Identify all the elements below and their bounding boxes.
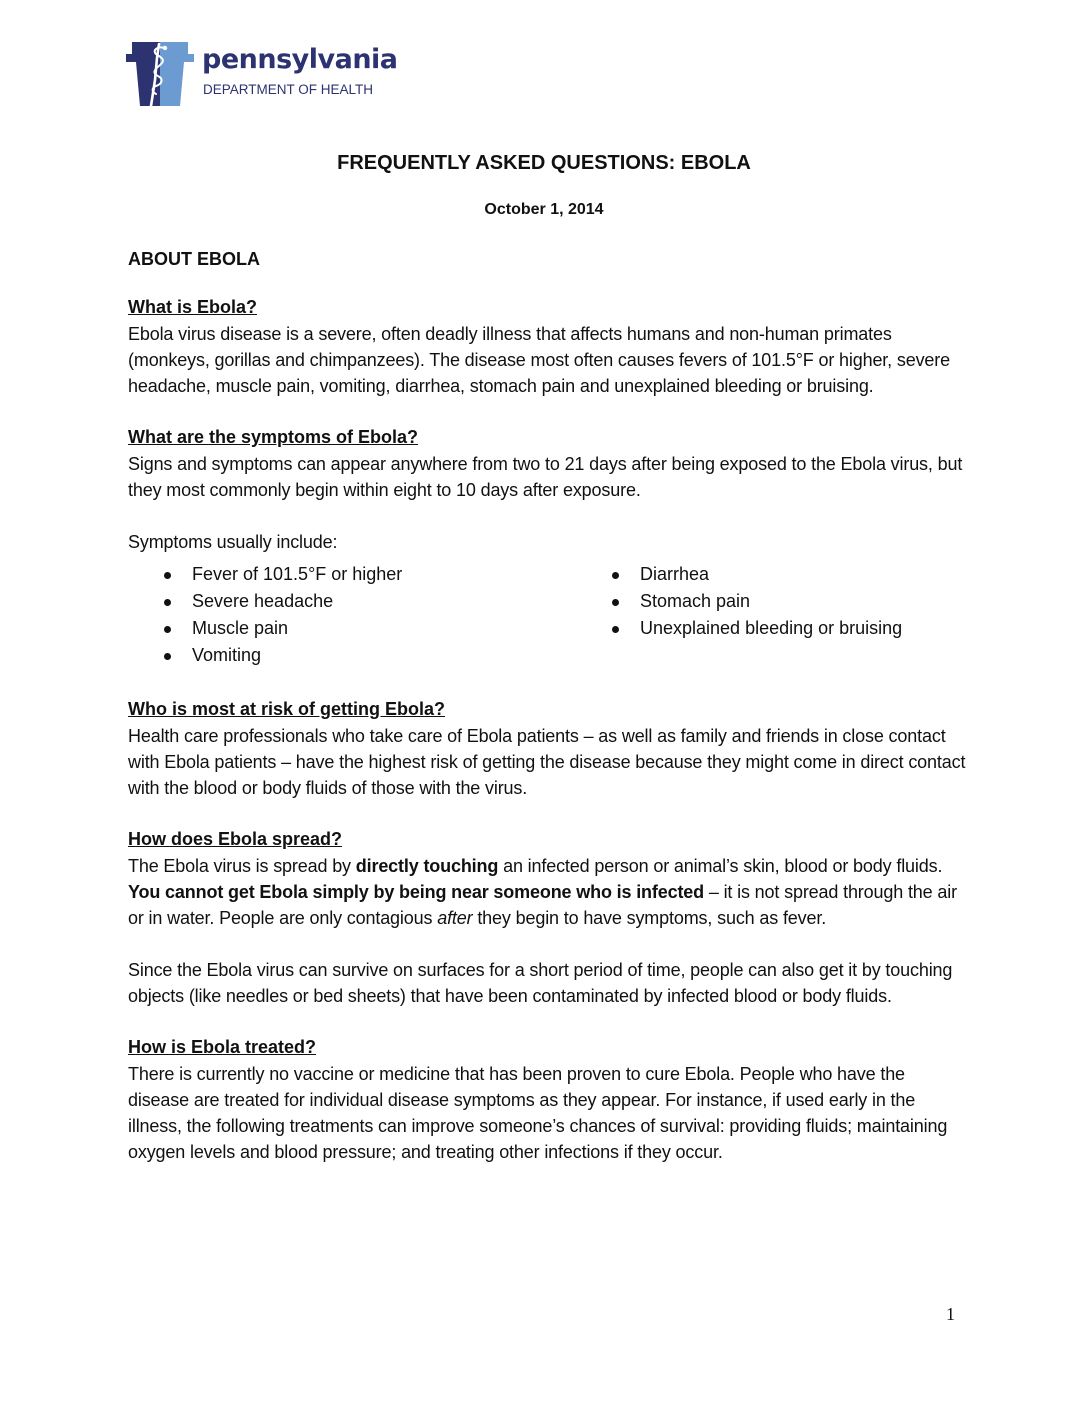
bullet-icon: [612, 626, 619, 633]
emphasis-cannot-get-ebola: You cannot get Ebola simply by being near someone who is infected: [128, 882, 705, 902]
answer-symptoms: Signs and symptoms can appear anywhere from two to 21 days after being exposed to the Ebola virus, but they most commonly begin within eight to 10 days after exposure.: [128, 454, 963, 500]
question-risk: Who is most at risk of getting Ebola?: [128, 699, 446, 719]
bullet-icon: [612, 572, 619, 579]
list-item: [160, 642, 402, 669]
bullet-icon: [612, 599, 619, 606]
keystone-right-half: [160, 42, 194, 106]
symptoms-list-left-column: [160, 561, 402, 669]
list-item-text: Severe headache: [192, 591, 334, 611]
list-item-text: Fever of 101.5°F or higher: [192, 564, 403, 584]
answer-treatment: There is currently no vaccine or medicine that has been proven to cure Ebola. People who have the disease are treated for individual disease symptoms as they appear. For instance, if used early in the illness, the following treatments can improve someone’s chances of survival: providing fluids; maintaining oxygen levels and blood pressure; and treating other infections if they occur.: [128, 1064, 948, 1162]
answer-spread-paragraph-1: [128, 853, 968, 931]
question-spread: How does Ebola spread?: [128, 829, 343, 849]
emphasis-after: after: [437, 908, 473, 928]
list-item: [608, 588, 902, 615]
list-item-text: Vomiting: [192, 645, 262, 665]
document-date: October 1, 2014: [484, 201, 604, 218]
symptoms-list-intro: Symptoms usually include:: [128, 532, 338, 552]
emphasis-directly-touching: directly touching: [355, 856, 499, 876]
answer-what-is-ebola: Ebola virus disease is a severe, often deadly illness that affects humans and non-human primates (monkeys, gorillas and chimpanzees). The disease most often causes fevers of 101.5°F or higher, severe headache, muscle pain, vomiting, diarrhea, stomach pain and unexplained bleeding or bruising.: [128, 324, 950, 396]
pa-department-of-health-logo: [124, 40, 414, 108]
list-item: [608, 561, 902, 588]
text-run: they begin to have symptoms, such as fever.: [472, 908, 827, 928]
text-run: The Ebola virus is spread by: [128, 856, 356, 876]
bullet-icon: [164, 626, 171, 633]
text-run: – it is not spread through the air or in water. People are only contagious: [128, 882, 957, 928]
list-item: [160, 588, 402, 615]
bullet-icon: [164, 572, 171, 579]
snake-head: [163, 46, 167, 50]
symptoms-list-right-column: [608, 561, 902, 642]
bullet-icon: [164, 599, 171, 606]
document-body: [128, 248, 968, 1191]
list-item-text: Unexplained bleeding or bruising: [640, 618, 903, 638]
answer-spread-paragraph-2: Since the Ebola virus can survive on surfaces for a short period of time, people can also get it by touching objects (like needles or bed sheets) that have been contaminated by infected blood or body fluids.: [128, 960, 953, 1006]
list-item-text: Muscle pain: [192, 618, 289, 638]
logo-brand-text: pennsylvania: [202, 44, 398, 75]
answer-risk: Health care professionals who take care of Ebola patients – as well as family and friends in close contact with Ebola patients – have the highest risk of getting the disease because they might come in direct contact with the blood or body fluids of those with the virus.: [128, 726, 966, 798]
question-treatment: How is Ebola treated?: [128, 1037, 317, 1057]
symptoms-list: [128, 561, 968, 671]
question-what-is-ebola: What is Ebola?: [128, 297, 258, 317]
bullet-icon: [164, 653, 171, 660]
list-item: [160, 615, 402, 642]
keystone-caduceus-icon: [126, 40, 194, 108]
question-symptoms: What are the symptoms of Ebola?: [128, 427, 419, 447]
section-label-about-ebola: ABOUT EBOLA: [128, 249, 260, 269]
text-run: an infected person or animal’s skin, blood or body fluids.: [498, 856, 943, 876]
list-item-text: Diarrhea: [640, 564, 710, 584]
page-number: 1: [946, 1304, 955, 1324]
list-item-text: Stomach pain: [640, 591, 751, 611]
list-item: [160, 561, 402, 588]
document-title: FREQUENTLY ASKED QUESTIONS: EBOLA: [337, 152, 751, 174]
list-item: [608, 615, 902, 642]
logo-department-text: DEPARTMENT OF HEALTH: [203, 82, 374, 97]
